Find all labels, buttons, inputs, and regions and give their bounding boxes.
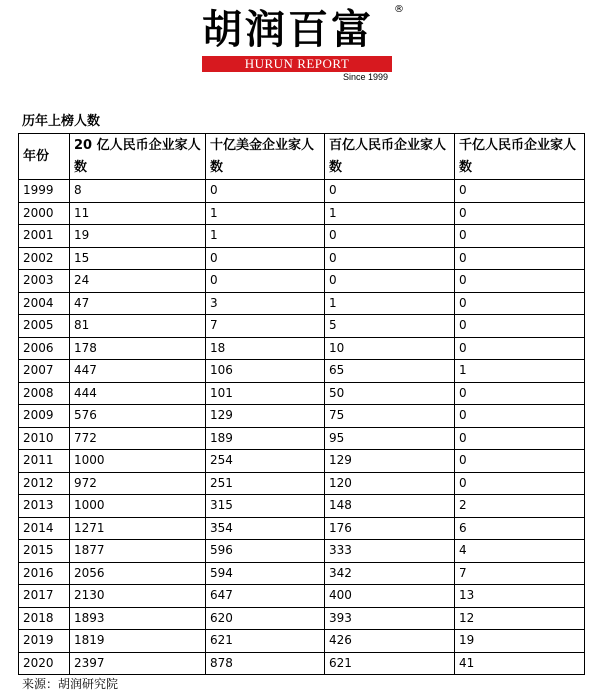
count-cell: 1000 [70,495,206,518]
table-body [19,180,585,675]
count-cell: 621 [325,652,455,675]
count-cell: 1 [206,225,325,248]
count-cell: 0 [455,382,585,405]
rich-list-count-table [18,133,585,675]
year-cell: 2018 [19,607,70,630]
table-row [19,225,585,248]
count-cell: 12 [455,607,585,630]
count-cell: 0 [455,315,585,338]
count-cell: 0 [455,472,585,495]
count-cell: 0 [325,180,455,203]
count-cell: 596 [206,540,325,563]
year-cell: 2019 [19,630,70,653]
table-row [19,292,585,315]
count-cell: 189 [206,427,325,450]
count-cell: 19 [70,225,206,248]
count-cell: 354 [206,517,325,540]
registered-mark: ® [394,4,404,15]
count-cell: 0 [455,450,585,473]
count-cell: 11 [70,202,206,225]
table-row [19,337,585,360]
year-cell: 2011 [19,450,70,473]
count-cell: 620 [206,607,325,630]
count-cell: 19 [455,630,585,653]
count-cell: 101 [206,382,325,405]
count-cell: 8 [70,180,206,203]
table-row [19,607,585,630]
count-cell: 2130 [70,585,206,608]
count-cell: 576 [70,405,206,428]
count-cell: 0 [455,270,585,293]
year-cell: 1999 [19,180,70,203]
count-cell: 41 [455,652,585,675]
count-cell: 0 [455,247,585,270]
table-row [19,450,585,473]
count-cell: 0 [455,180,585,203]
count-cell: 1 [206,202,325,225]
logo-chinese-text: 胡润百富 [202,7,374,53]
count-cell: 1 [325,202,455,225]
count-cell: 315 [206,495,325,518]
table-row [19,540,585,563]
count-cell: 447 [70,360,206,383]
year-cell: 2003 [19,270,70,293]
count-cell: 0 [455,292,585,315]
count-cell: 6 [455,517,585,540]
year-cell: 2012 [19,472,70,495]
table-row [19,315,585,338]
table-header-row [19,134,585,180]
logo-english-bar: HURUN REPORT [202,56,392,72]
year-cell: 2000 [19,202,70,225]
year-cell: 2001 [19,225,70,248]
count-cell: 1271 [70,517,206,540]
count-cell: 0 [455,225,585,248]
count-cell: 594 [206,562,325,585]
year-cell: 2020 [19,652,70,675]
year-cell: 2016 [19,562,70,585]
table-row [19,382,585,405]
header-100b-rmb: 千亿人民币企业家人数 [455,134,585,180]
count-cell: 1 [325,292,455,315]
table-row [19,405,585,428]
header-2b-rmb: 20 亿人民币企业家人数 [70,134,206,180]
count-cell: 120 [325,472,455,495]
count-cell: 1000 [70,450,206,473]
count-cell: 1819 [70,630,206,653]
count-cell: 106 [206,360,325,383]
count-cell: 0 [206,270,325,293]
count-cell: 7 [206,315,325,338]
count-cell: 0 [206,180,325,203]
count-cell: 129 [325,450,455,473]
table-row [19,585,585,608]
year-cell: 2009 [19,405,70,428]
table-row [19,652,585,675]
logo-since-text: Since 1999 [343,72,389,82]
count-cell: 0 [455,427,585,450]
count-cell: 772 [70,427,206,450]
count-cell: 621 [206,630,325,653]
count-cell: 178 [70,337,206,360]
year-cell: 2015 [19,540,70,563]
count-cell: 129 [206,405,325,428]
count-cell: 878 [206,652,325,675]
header-1b-usd: 十亿美金企业家人数 [206,134,325,180]
count-cell: 1877 [70,540,206,563]
table-row [19,247,585,270]
count-cell: 0 [455,202,585,225]
table-row [19,630,585,653]
count-cell: 972 [70,472,206,495]
year-cell: 2010 [19,427,70,450]
year-cell: 2007 [19,360,70,383]
count-cell: 95 [325,427,455,450]
source-note: 来源：胡润研究院 [22,677,119,691]
count-cell: 647 [206,585,325,608]
header-10b-rmb: 百亿人民币企业家人数 [325,134,455,180]
count-cell: 7 [455,562,585,585]
table-row [19,517,585,540]
count-cell: 342 [325,562,455,585]
count-cell: 3 [206,292,325,315]
year-cell: 2002 [19,247,70,270]
year-cell: 2008 [19,382,70,405]
count-cell: 13 [455,585,585,608]
count-cell: 254 [206,450,325,473]
count-cell: 2056 [70,562,206,585]
year-cell: 2005 [19,315,70,338]
count-cell: 426 [325,630,455,653]
count-cell: 333 [325,540,455,563]
table-row [19,472,585,495]
count-cell: 0 [325,225,455,248]
count-cell: 18 [206,337,325,360]
count-cell: 0 [455,405,585,428]
count-cell: 50 [325,382,455,405]
count-cell: 1893 [70,607,206,630]
table-row [19,427,585,450]
year-cell: 2004 [19,292,70,315]
count-cell: 47 [70,292,206,315]
table-row [19,562,585,585]
count-cell: 148 [325,495,455,518]
count-cell: 400 [325,585,455,608]
count-cell: 444 [70,382,206,405]
table-row [19,180,585,203]
year-cell: 2013 [19,495,70,518]
table-row [19,360,585,383]
header-year: 年份 [19,134,70,180]
year-cell: 2006 [19,337,70,360]
count-cell: 15 [70,247,206,270]
count-cell: 75 [325,405,455,428]
hurun-logo [200,4,410,84]
table-title: 历年上榜人数 [22,114,101,129]
count-cell: 0 [325,270,455,293]
count-cell: 4 [455,540,585,563]
count-cell: 1 [455,360,585,383]
count-cell: 81 [70,315,206,338]
table-row [19,270,585,293]
table-row [19,495,585,518]
count-cell: 0 [325,247,455,270]
count-cell: 2397 [70,652,206,675]
count-cell: 10 [325,337,455,360]
table-row [19,202,585,225]
count-cell: 0 [455,337,585,360]
year-cell: 2017 [19,585,70,608]
count-cell: 2 [455,495,585,518]
count-cell: 0 [206,247,325,270]
count-cell: 24 [70,270,206,293]
count-cell: 65 [325,360,455,383]
count-cell: 5 [325,315,455,338]
count-cell: 251 [206,472,325,495]
count-cell: 393 [325,607,455,630]
count-cell: 176 [325,517,455,540]
year-cell: 2014 [19,517,70,540]
